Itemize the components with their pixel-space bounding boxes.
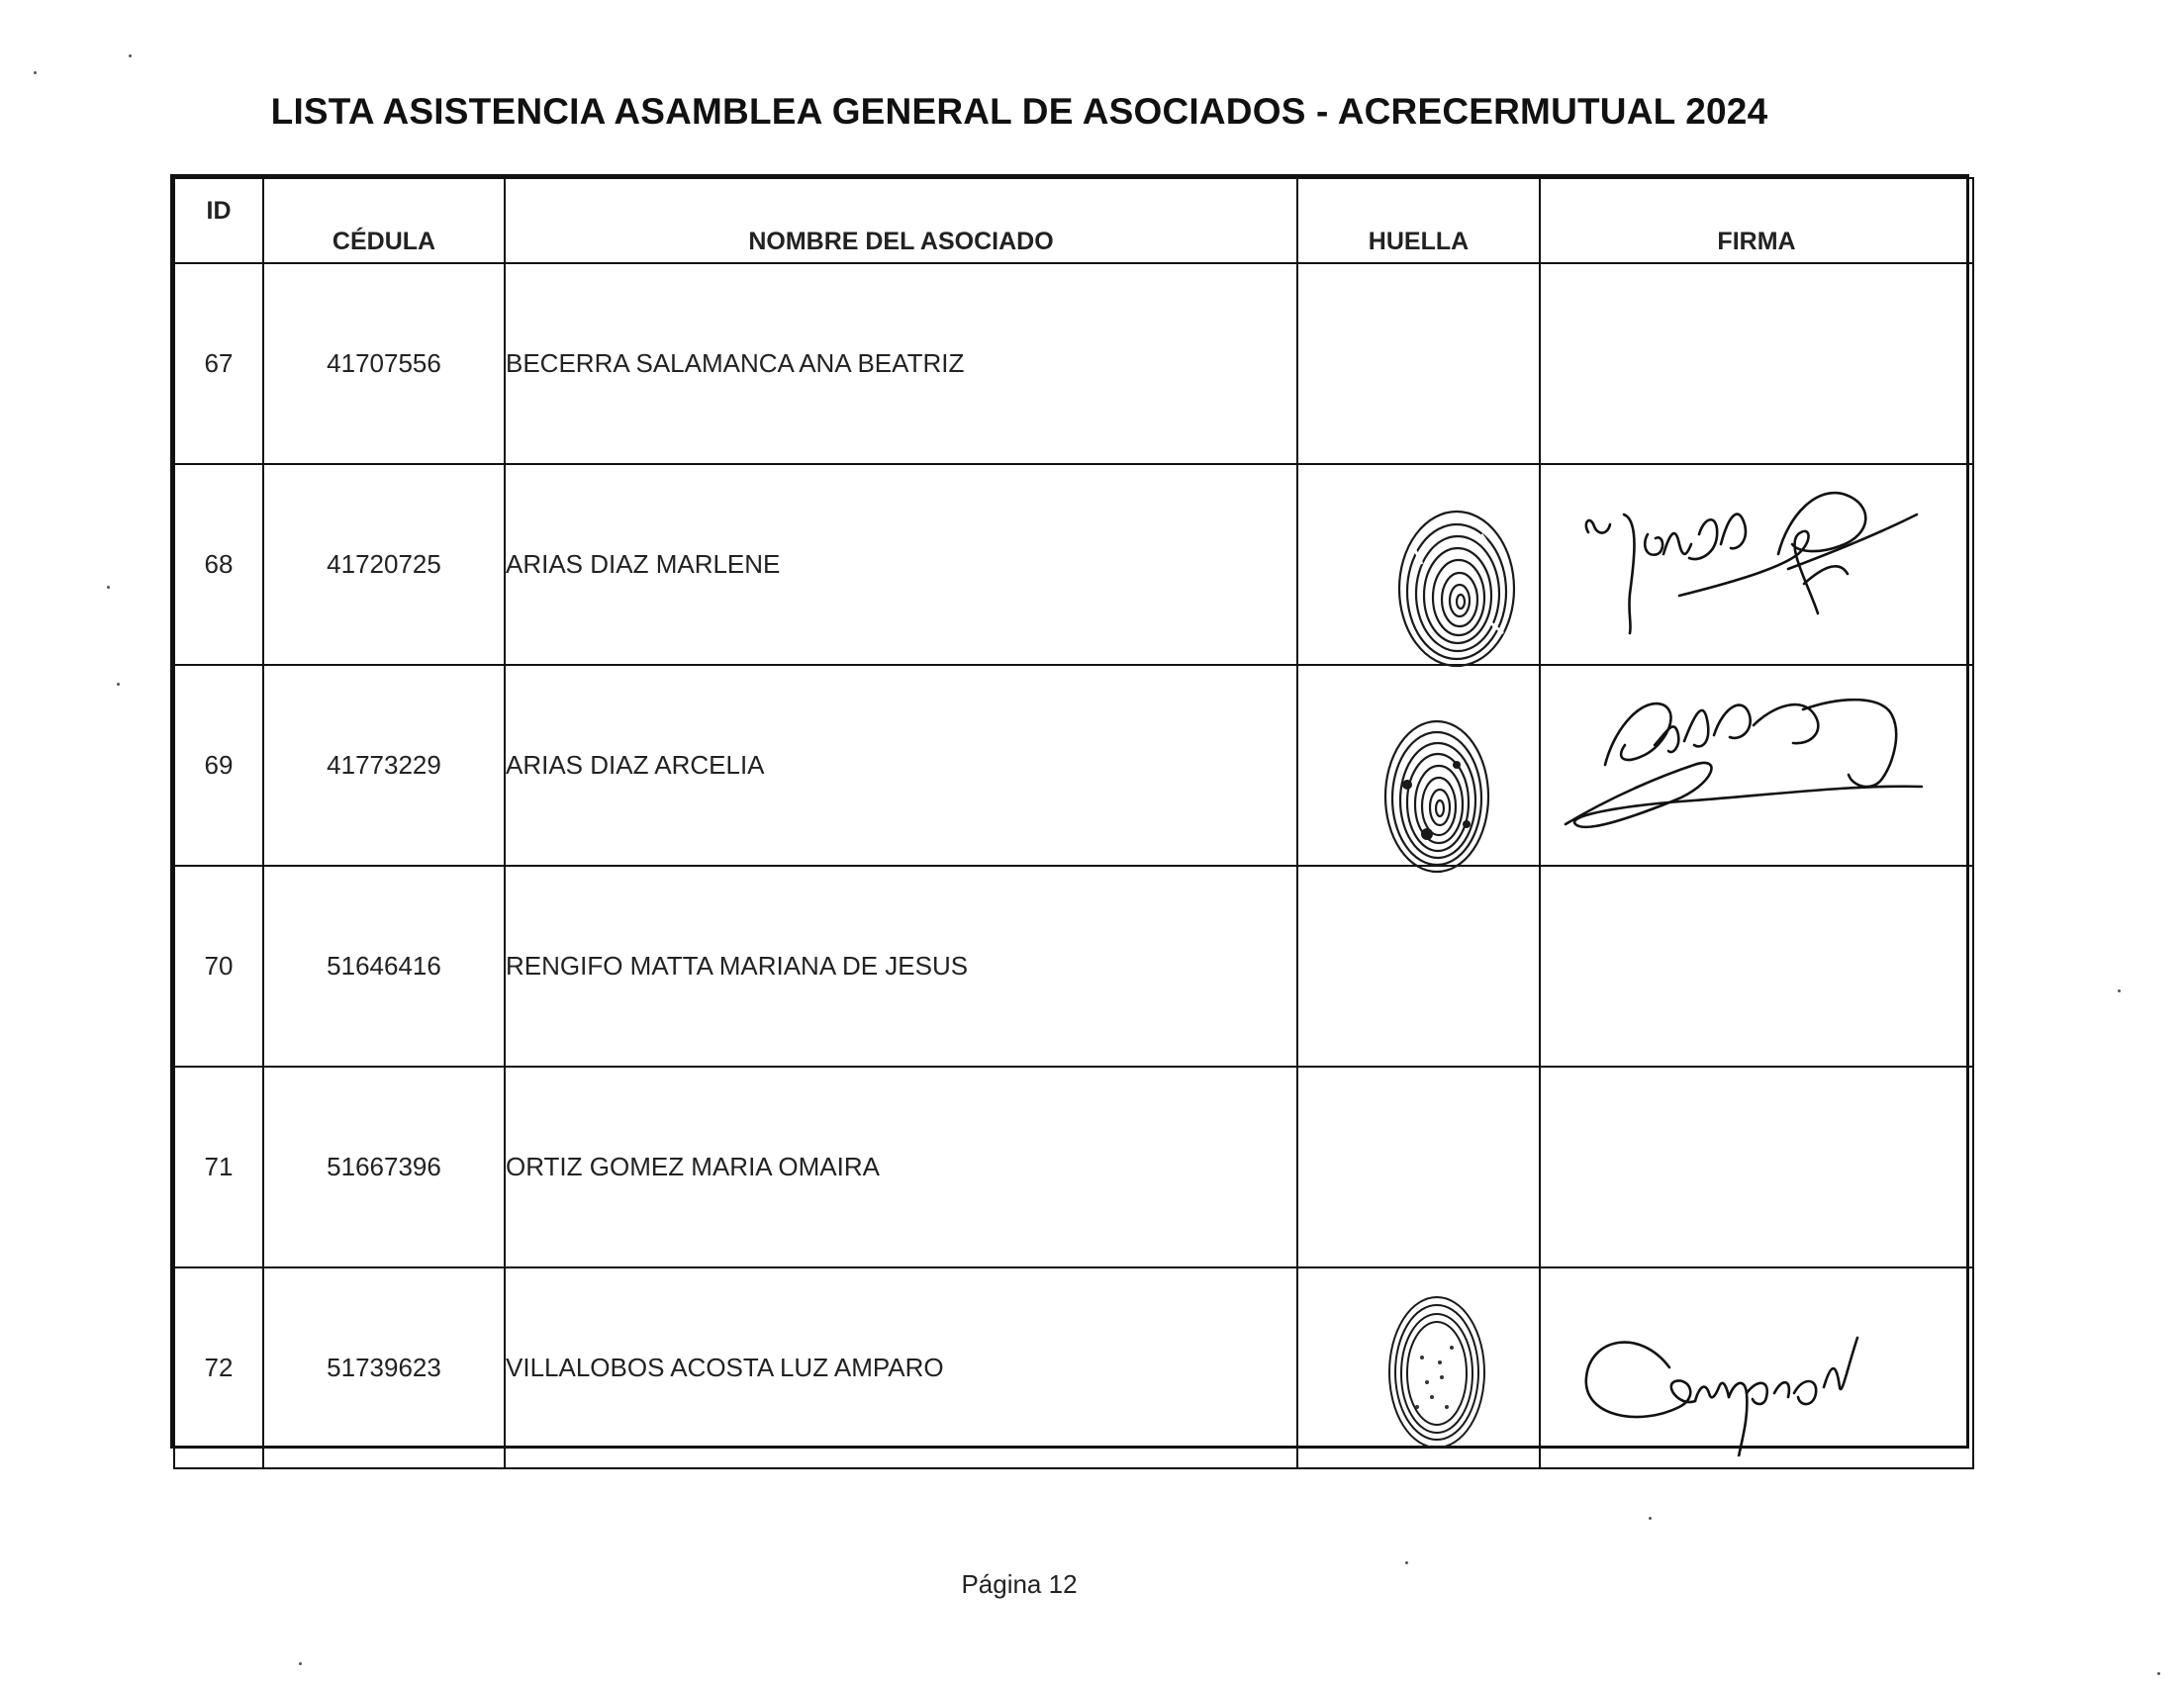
table-row (174, 464, 1973, 665)
column-header-id: ID (174, 178, 263, 263)
cell-cedula: 51739623 (263, 1267, 505, 1468)
cell-huella-empty (1297, 263, 1540, 464)
cell-id: 72 (174, 1267, 263, 1468)
column-header-cedula: CÉDULA (263, 178, 505, 263)
cell-firma (1540, 1267, 1973, 1468)
cell-huella-empty (1297, 866, 1540, 1067)
cell-id: 70 (174, 866, 263, 1067)
table-row (174, 665, 1973, 866)
cell-huella (1297, 665, 1540, 866)
page-number: Página 12 (961, 1569, 1078, 1599)
column-header-huella: HUELLA (1297, 178, 1540, 263)
cell-id: 71 (174, 1067, 263, 1267)
cell-firma (1540, 665, 1973, 866)
cell-huella (1297, 464, 1540, 665)
scan-speck (299, 1662, 302, 1665)
scan-speck (2118, 989, 2121, 992)
fingerprint-icon (1392, 505, 1521, 673)
page-title: LISTA ASISTENCIA ASAMBLEA GENERAL DE ASOCIADOS - ACRECERMUTUAL 2024 (270, 91, 1768, 132)
cell-nombre: ARIAS DIAZ ARCELIA (505, 665, 1297, 866)
fingerprint-icon (1377, 715, 1496, 884)
fingerprint-icon (1382, 1288, 1491, 1456)
scan-speck (107, 586, 110, 589)
cell-firma (1540, 464, 1973, 665)
cell-firma-empty (1540, 866, 1973, 1067)
cell-cedula: 51646416 (263, 866, 505, 1067)
cell-firma-empty (1540, 1067, 1973, 1267)
cell-nombre: BECERRA SALAMANCA ANA BEATRIZ (505, 263, 1297, 464)
cell-nombre: VILLALOBOS ACOSTA LUZ AMPARO (505, 1267, 1297, 1468)
scan-speck (1649, 1517, 1652, 1520)
scan-speck (34, 71, 37, 74)
table-row (174, 1267, 1973, 1468)
cell-id: 69 (174, 665, 263, 866)
attendance-table (173, 177, 1974, 1469)
cell-cedula: 51667396 (263, 1067, 505, 1267)
attendance-table-container (170, 174, 1969, 1449)
cell-firma-empty (1540, 263, 1973, 464)
cell-nombre: RENGIFO MATTA MARIANA DE JESUS (505, 866, 1297, 1067)
cell-huella (1297, 1267, 1540, 1468)
cell-nombre: ORTIZ GOMEZ MARIA OMAIRA (505, 1067, 1297, 1267)
column-header-firma: FIRMA (1540, 178, 1973, 263)
signature-image (1580, 1298, 1937, 1456)
table-header-row (174, 178, 1973, 263)
table-row (174, 866, 1973, 1067)
column-header-nombre: NOMBRE DEL ASOCIADO (505, 178, 1297, 263)
signature-image (1556, 676, 1951, 854)
scan-speck (1405, 1561, 1408, 1564)
cell-id: 67 (174, 263, 263, 464)
table-row (174, 263, 1973, 464)
scan-speck (2157, 1672, 2160, 1675)
cell-nombre: ARIAS DIAZ MARLENE (505, 464, 1297, 665)
cell-cedula: 41720725 (263, 464, 505, 665)
cell-cedula: 41773229 (263, 665, 505, 866)
scan-speck (129, 54, 132, 57)
cell-id: 68 (174, 464, 263, 665)
cell-cedula: 41707556 (263, 263, 505, 464)
scan-speck (117, 683, 120, 686)
signature-image (1580, 475, 1956, 653)
table-row (174, 1067, 1973, 1267)
cell-huella-empty (1297, 1067, 1540, 1267)
